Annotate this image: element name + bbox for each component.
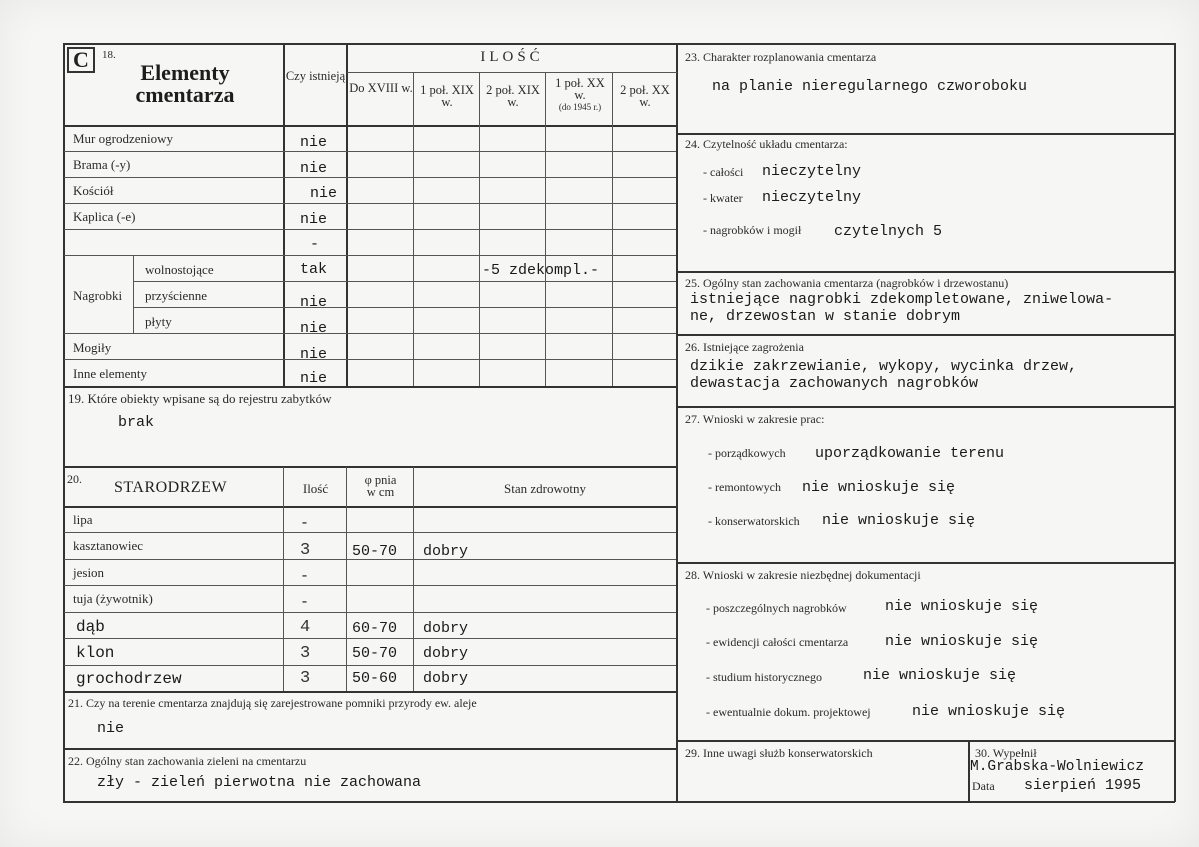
nagrobki-wolnostojace-value: tak: [300, 261, 328, 278]
s25-line2: ne, drzewostan w stanie dobrym: [690, 308, 961, 325]
s28-item-studium-value: nie wnioskuje się: [863, 667, 1017, 684]
tree-qty-lipa: -: [300, 515, 310, 532]
row-label-brama: Brama (-y): [73, 157, 131, 172]
s21-value: nie: [97, 720, 125, 737]
tree-stan-klon: dobry: [423, 645, 469, 662]
section-number: 18.: [102, 49, 116, 61]
s28-item-nagrobkow-value: nie wnioskuje się: [885, 598, 1039, 615]
s30-date: sierpień 1995: [1024, 777, 1142, 794]
tree-phi-dab: 60-70: [352, 620, 398, 637]
tree-qty-jesion: -: [300, 568, 310, 585]
nagrobki-wolnostojace-label: wolnostojące: [145, 262, 214, 277]
tree-qty-dab: 4: [300, 618, 311, 637]
row-value-brama: nie: [300, 160, 328, 177]
s27-item-porzadkowych-value: uporządkowanie terenu: [815, 445, 1005, 462]
tree-name-kasztanowiec: kasztanowiec: [73, 538, 144, 553]
s27-item-remontowych-label: - remontowych: [708, 480, 781, 494]
row-value-kosciol: nie: [310, 185, 338, 202]
s25-label: 25. Ogólny stan zachowania cmentarza (nagrobków i drzewostanu): [685, 276, 1009, 290]
s19-value: brak: [118, 414, 155, 431]
s28-label: 28. Wnioski w zakresie niezbędnej dokumentacji: [685, 568, 921, 582]
col-2xx: 2 poł. XX w.: [620, 83, 670, 109]
s28-item-nagrobkow-label: - poszczególnych nagrobków: [706, 601, 847, 615]
col-xviii: Do XVIII w.: [349, 81, 413, 95]
s24-item-nagrobkow-value: czytelnych 5: [834, 223, 943, 240]
s26-line2: dewastacja zachowanych nagrobków: [690, 375, 979, 392]
col-ilosc: ILOŚĆ: [480, 49, 544, 65]
tree-name-grochodrzew: grochodrzew: [76, 670, 182, 688]
s26-line1: dzikie zakrzewianie, wykopy, wycinka drzew,: [690, 358, 1078, 375]
mogily-label: Mogiły: [73, 340, 112, 355]
nagrobki-note: -5 zdekompl.-: [482, 262, 600, 279]
tree-name-lipa: lipa: [73, 512, 93, 527]
s24-item-calosci-label: - całości: [703, 165, 744, 179]
tree-name-tuja: tuja (żywotnik): [73, 591, 153, 606]
tree-stan-kasztanowiec: dobry: [423, 543, 469, 560]
s24-item-nagrobkow-label: - nagrobków i mogił: [703, 223, 802, 237]
nagrobki-plyty-value: nie: [300, 320, 328, 337]
tree-phi-klon: 50-70: [352, 645, 398, 662]
s27-item-porzadkowych-label: - porządkowych: [708, 446, 786, 460]
tree-qty-grochodrzew: 3: [300, 669, 311, 688]
s22-label: 22. Ogólny stan zachowania zieleni na cmentarzu: [68, 754, 307, 768]
s21-label: 21. Czy na terenie cmentarza znajdują się zarejestrowane pomniki przyrody ew. aleje: [68, 696, 477, 710]
row-label-kaplica: Kaplica (-e): [73, 209, 136, 224]
row-value-mur: nie: [300, 134, 328, 151]
s28-item-projektowej-value: nie wnioskuje się: [912, 703, 1066, 720]
col-1xix: 1 poł. XIX w.: [420, 83, 474, 109]
s28-item-projektowej-label: - ewentualnie dokum. projektowej: [706, 705, 871, 719]
section-letter: C: [67, 47, 95, 73]
tree-stan-grochodrzew: dobry: [423, 670, 469, 687]
s20-col-ilosc: Ilość: [302, 481, 329, 496]
s24-item-kwater-value: nieczytelny: [762, 189, 862, 206]
inne-value: nie: [300, 370, 328, 387]
s30-label: 30. Wypełnił: [975, 746, 1037, 760]
tree-name-jesion: jesion: [73, 565, 105, 580]
tree-qty-tuja: -: [300, 594, 310, 611]
row-label-kosciol: Kościół: [73, 183, 114, 198]
col-exists: Czy istnieją: [285, 69, 346, 83]
s30-date-label: Data: [972, 779, 995, 793]
s23-value: na planie nieregularnego czworoboku: [712, 78, 1028, 95]
s20-col-stan: Stan zdrowotny: [504, 481, 586, 496]
tree-qty-kasztanowiec: 3: [300, 541, 311, 560]
s20-number: 20.: [67, 472, 82, 486]
tree-phi-kasztanowiec: 50-70: [352, 543, 398, 560]
tree-qty-klon: 3: [300, 644, 311, 663]
tree-name-klon: klon: [76, 644, 115, 662]
col-2xix: 2 poł. XIX w.: [486, 83, 540, 109]
s26-label: 26. Istniejące zagrożenia: [685, 340, 804, 354]
s25-line1: istniejące nagrobki zdekompletowane, zniwelowa-: [690, 291, 1114, 308]
s29-label: 29. Inne uwagi służb konserwatorskich: [685, 746, 873, 760]
mogily-value: nie: [300, 346, 328, 363]
row-value-kaplica: nie: [300, 211, 328, 228]
nagrobki-plyty-label: płyty: [145, 314, 172, 329]
col-1xx: 1 poł. XX w. (do 1945 r.): [555, 76, 605, 112]
nagrobki-przyscienne-value: nie: [300, 294, 328, 311]
nagrobki-przyscienne-label: przyścienne: [145, 288, 208, 303]
s20-col-phi: φ pnia w cm: [364, 473, 397, 499]
s24-item-kwater-label: - kwater: [703, 191, 743, 205]
s27-item-konserwatorskich-value: nie wnioskuje się: [822, 512, 976, 529]
inne-label: Inne elementy: [73, 366, 147, 381]
s30-name: M.Grabska-Wolniewicz: [970, 759, 1145, 775]
s20-title: STARODRZEW: [114, 479, 228, 496]
s19-label: 19. Które obiekty wpisane są do rejestru zabytków: [68, 391, 332, 406]
s27-label: 27. Wnioski w zakresie prac:: [685, 412, 825, 426]
nagrobki-label: Nagrobki: [73, 288, 123, 303]
s28-item-ewidencji-value: nie wnioskuje się: [885, 633, 1039, 650]
tree-phi-grochodrzew: 50-60: [352, 670, 398, 687]
s28-item-studium-label: - studium historycznego: [706, 670, 822, 684]
s27-item-remontowych-value: nie wnioskuje się: [802, 479, 956, 496]
s28-item-ewidencji-label: - ewidencji całości cmentarza: [706, 635, 849, 649]
s24-label: 24. Czytelność układu cmentarza:: [685, 137, 848, 151]
tree-name-dab: dąb: [76, 618, 105, 636]
s23-label: 23. Charakter rozplanowania cmentarza: [685, 50, 877, 64]
row-value-blank: -: [310, 236, 320, 253]
tree-stan-dab: dobry: [423, 620, 469, 637]
section-title: Elementy cmentarza: [135, 60, 235, 107]
s27-item-konserwatorskich-label: - konserwatorskich: [708, 514, 800, 528]
s24-item-calosci-value: nieczytelny: [762, 163, 862, 180]
row-label-mur: Mur ogrodzeniowy: [73, 131, 174, 146]
s22-value: zły - zieleń pierwotna nie zachowana: [97, 774, 422, 791]
